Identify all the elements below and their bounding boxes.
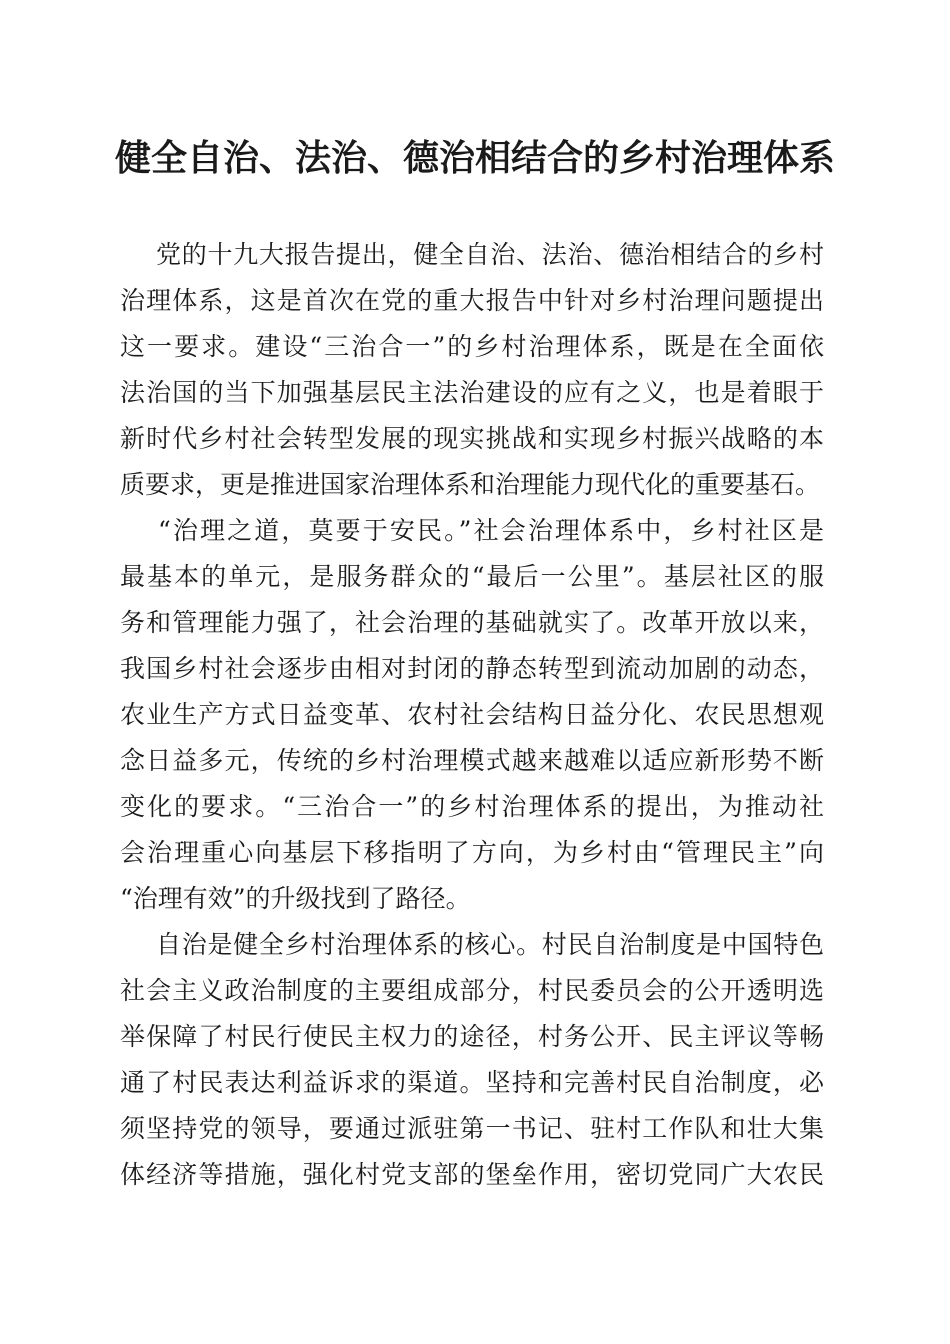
text-line: 会治理重心向基层下移指明了方向，为乡村由“管理民主”向 xyxy=(120,838,824,867)
text-line: 我国乡村社会逐步由相对封闭的静态转型到流动加剧的动态， xyxy=(120,654,824,683)
text-line: 社会主义政治制度的主要组成部分，村民委员会的公开透明选 xyxy=(120,976,824,1005)
document-body xyxy=(120,232,824,1198)
text-line: 务和管理能力强了，社会治理的基础就实了。改革开放以来， xyxy=(120,608,824,637)
text-line: 变化的要求。“三治合一”的乡村治理体系的提出，为推动社 xyxy=(120,792,824,821)
text-line: “治理之道，莫要于安民。”社会治理体系中，乡村社区是 xyxy=(158,516,824,545)
text-line: 最基本的单元，是服务群众的“最后一公里”。基层社区的服 xyxy=(120,562,824,591)
text-line: 法治国的当下加强基层民主法治建设的应有之义，也是着眼于 xyxy=(120,378,824,407)
text-line: 念日益多元，传统的乡村治理模式越来越难以适应新形势不断 xyxy=(120,746,824,775)
text-line: 体经济等措施，强化村党支部的堡垒作用，密切党同广大农民 xyxy=(120,1160,824,1189)
text-line: 治理体系，这是首次在党的重大报告中针对乡村治理问题提出 xyxy=(120,286,824,315)
text-line: 这一要求。建设“三治合一”的乡村治理体系，既是在全面依 xyxy=(120,332,824,361)
text-line: 通了村民表达利益诉求的渠道。坚持和完善村民自治制度，必 xyxy=(120,1068,824,1097)
text-line: 质要求，更是推进国家治理体系和治理能力现代化的重要基石。 xyxy=(120,470,821,499)
text-line: 党的十九大报告提出，健全自治、法治、德治相结合的乡村 xyxy=(156,240,824,269)
text-line: 须坚持党的领导，要通过派驻第一书记、驻村工作队和壮大集 xyxy=(120,1114,824,1143)
paragraph-1 xyxy=(120,232,824,508)
text-line: 举保障了村民行使民主权力的途径，村务公开、民主评议等畅 xyxy=(120,1022,824,1051)
paragraph-3 xyxy=(120,922,824,1198)
document-title: 健全自治、法治、德治相结合的乡村治理体系 xyxy=(114,138,835,179)
text-line: 农业生产方式日益变革、农村社会结构日益分化、农民思想观 xyxy=(120,700,824,729)
paragraph-2 xyxy=(120,508,824,922)
text-line: 自治是健全乡村治理体系的核心。村民自治制度是中国特色 xyxy=(156,930,824,959)
text-line: 新时代乡村社会转型发展的现实挑战和实现乡村振兴战略的本 xyxy=(120,424,824,453)
text-line: “治理有效”的升级找到了路径。 xyxy=(120,884,471,913)
